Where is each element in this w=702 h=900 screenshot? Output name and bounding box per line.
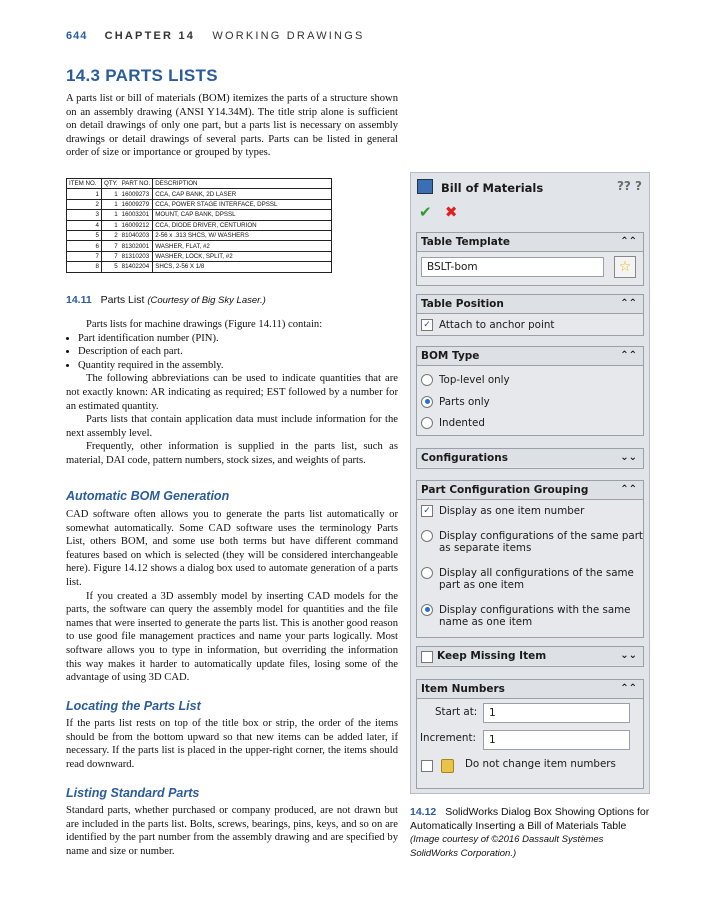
radio-parts-only[interactable]: Parts only xyxy=(421,396,643,409)
cell: 81040203 xyxy=(120,230,153,240)
intro-paragraph: A parts list or bill of materials (BOM) itemizes the parts of a structure shown on an assembly drawing (ANSI Y14.34M). The title strip alone is sufficient on detail drawings of only one part, but a parts list is necessary on assembly drawings or detail drawings of several parts. Parts can be listed in general order of size or importance or grouped by types. xyxy=(66,93,398,159)
radio[interactable] xyxy=(421,604,433,616)
paragraph-locating: If the parts list rests on top of the title box or strip, the order of the items should be from the bottom upward so that new items can be added later, if necessary. If the parts list is placed in the upper-right corner, the items should read downward. xyxy=(66,718,398,770)
bullet-list xyxy=(66,332,398,373)
col-part-no: PART NO. xyxy=(120,179,153,189)
group-header[interactable]: Table Position ⌃⌃ xyxy=(417,295,643,314)
expand-chevron-icon[interactable]: ⌄⌄ xyxy=(620,452,637,463)
group-configurations xyxy=(416,448,644,469)
table-row xyxy=(67,251,332,261)
paragraph-standard: Standard parts, whether purchased or company produced, are not drawn but are included in the parts list. Bolts, screws, bearings, pins, keys, and so on are identified by the part number from the assembly drawing and are specified by name and size or number. xyxy=(66,805,398,857)
cell: 16009279 xyxy=(120,199,153,209)
cell: 8 xyxy=(67,262,102,272)
paragraph-abbreviations: The following abbreviations can be used to indicate quantities that are not exactly known: AR indicating as required; EST followed by a number for an estimated quantity. xyxy=(66,373,398,412)
cell: WASHER, LOCK, SPLIT, #2 xyxy=(153,251,332,261)
radio[interactable] xyxy=(421,374,433,386)
ok-cancel-bar xyxy=(419,203,457,221)
table-row xyxy=(67,262,332,272)
cell: MOUNT, CAP BANK, DPSSL xyxy=(153,210,332,220)
group-bom-type xyxy=(416,346,644,436)
body-text-block-1 xyxy=(66,318,398,468)
running-header xyxy=(66,30,364,42)
table-row xyxy=(67,189,332,199)
bom-table-icon xyxy=(417,179,433,194)
table-row xyxy=(67,230,332,240)
cancel-x-icon[interactable]: ✖ xyxy=(444,203,458,221)
ok-check-icon[interactable]: ✔ xyxy=(419,203,432,221)
table-header-row xyxy=(67,179,332,189)
cell: 3 xyxy=(67,210,102,220)
help-icon[interactable]: ?? ? xyxy=(616,179,642,193)
chapter-title: WORKING DRAWINGS xyxy=(212,30,365,42)
figure-credit: (Courtesy of Big Sky Laser.) xyxy=(147,295,266,306)
cell: 2 xyxy=(67,199,102,209)
radio-separate-items[interactable]: Display configurations of the same part as separate items xyxy=(421,530,643,555)
figure-title: SolidWorks Dialog Box Showing Options for Automatically Inserting a Bill of Materials Table xyxy=(410,806,650,832)
machine-intro: Parts lists for machine drawings (Figure 14.11) contain: xyxy=(86,319,323,330)
dialog-title: Bill of Materials xyxy=(441,181,544,195)
cell: 7 xyxy=(102,251,120,261)
figure-title: Parts List xyxy=(100,294,145,306)
table-row xyxy=(67,210,332,220)
table-row xyxy=(67,199,332,209)
increment-label: Increment: xyxy=(420,732,476,744)
cell: 1 xyxy=(102,220,120,230)
collapse-chevron-icon[interactable]: ⌃⌃ xyxy=(620,683,637,694)
figure-credit: (Image courtesy of ©2016 Dassault Systèmes SolidWorks Corporation.) xyxy=(410,834,604,859)
cell: 6 xyxy=(67,241,102,251)
keep-missing-checkbox[interactable] xyxy=(421,651,433,663)
group-header[interactable]: Configurations ⌄⌄ xyxy=(417,449,643,467)
radio[interactable] xyxy=(421,567,433,579)
bom-dialog xyxy=(410,172,650,794)
figure-caption-14-12 xyxy=(410,806,650,860)
list-item: • Description of each part. xyxy=(78,345,398,359)
cell: 81402204 xyxy=(120,262,153,272)
cell: 4 xyxy=(67,220,102,230)
page-number: 644 xyxy=(66,30,88,42)
figure-caption-14-11 xyxy=(66,294,266,306)
figure-number: 14.12 xyxy=(410,806,437,818)
radio-same-name[interactable]: Display configurations with the same name as one item xyxy=(421,604,643,629)
radio[interactable] xyxy=(421,417,433,429)
radio-indented[interactable]: Indented xyxy=(421,417,643,430)
cell: 1 xyxy=(102,199,120,209)
paragraph-other-info: Frequently, other information is supplied in the parts list, such as material, DAI code, pattern numbers, stock sizes, and weights of parts. xyxy=(66,441,398,466)
cell: 2-56 x .313 SHCS, W/ WASHERS xyxy=(153,230,332,240)
checkbox[interactable]: ✓ xyxy=(421,505,433,517)
cell: WASHER, FLAT, #2 xyxy=(153,241,332,251)
dialog-title-bar xyxy=(417,179,642,199)
list-item: • Part identification number (PIN). xyxy=(78,332,398,346)
table-row xyxy=(67,241,332,251)
cell: 81310203 xyxy=(120,251,153,261)
cell: CCA, DIODE DRIVER, CENTURION xyxy=(153,220,332,230)
list-item: • Quantity required in the assembly. xyxy=(78,359,398,373)
cell: SHCS, 2-56 X 1/8 xyxy=(153,262,332,272)
collapse-chevron-icon[interactable]: ⌃⌃ xyxy=(620,350,637,361)
table-row xyxy=(67,220,332,230)
cell: 5 xyxy=(102,262,120,272)
cell: 16009212 xyxy=(120,220,153,230)
group-header[interactable]: BOM Type ⌃⌃ xyxy=(417,347,643,366)
increment-input[interactable]: 1 xyxy=(483,730,630,750)
paragraph-auto-2: If you created a 3D assembly model by inserting CAD models for the parts, the software can query the assembly model for quantities and the file names that were inserted to generate the parts list. This is another good reason to use good file management practices and name your parts logically. Most software allows you to type in information, but overriding the information this way makes it harder to automatically update files, losing some of the advantage of using 3D CAD. xyxy=(66,590,398,684)
group-header[interactable]: Keep Missing Item ⌄⌄ xyxy=(417,647,643,665)
radio[interactable] xyxy=(421,530,433,542)
cell: 2 xyxy=(102,230,120,240)
heading-locating: Locating the Parts List xyxy=(66,699,201,713)
cell: 1 xyxy=(102,189,120,199)
col-item-no: ITEM NO. xyxy=(67,179,102,189)
cell: 1 xyxy=(102,210,120,220)
attach-anchor-checkbox[interactable]: ✓ Attach to anchor point xyxy=(421,319,643,332)
heading-standard-parts: Listing Standard Parts xyxy=(66,786,200,800)
radio-one-item[interactable]: Display all configurations of the same part as one item xyxy=(421,567,643,592)
collapse-chevron-icon[interactable]: ⌃⌃ xyxy=(620,236,637,247)
group-table-template xyxy=(416,232,644,286)
group-header[interactable]: Item Numbers ⌃⌃ xyxy=(417,680,643,699)
no-change-checkbox[interactable] xyxy=(421,760,433,772)
collapse-chevron-icon[interactable]: ⌃⌃ xyxy=(620,298,637,309)
section-title: 14.3 PARTS LISTS xyxy=(66,66,218,85)
cell: 16003201 xyxy=(120,210,153,220)
cell: 5 xyxy=(67,230,102,240)
cell: 7 xyxy=(102,241,120,251)
template-browse-star-icon[interactable]: ☆ xyxy=(614,256,636,278)
start-at-input[interactable]: 1 xyxy=(483,703,630,723)
heading-automatic-bom: Automatic BOM Generation xyxy=(66,489,230,503)
cell: 16009273 xyxy=(120,189,153,199)
radio[interactable] xyxy=(421,396,433,408)
cell: 81302001 xyxy=(120,241,153,251)
col-qty: QTY. xyxy=(102,179,120,189)
expand-chevron-icon[interactable]: ⌄⌄ xyxy=(620,650,637,661)
radio-top-level[interactable]: Top-level only xyxy=(421,374,643,387)
cell: 7 xyxy=(67,251,102,261)
group-header[interactable]: Part Configuration Grouping ⌃⌃ xyxy=(417,481,643,500)
group-part-configuration xyxy=(416,480,644,638)
display-one-item-checkbox[interactable]: ✓ Display as one item number xyxy=(421,505,643,518)
cell: CCA, POWER STAGE INTERFACE, DPSSL xyxy=(153,199,332,209)
group-table-position xyxy=(416,294,644,336)
group-keep-missing xyxy=(416,646,644,667)
table-template-input[interactable]: BSLT-bom xyxy=(421,257,604,277)
group-header[interactable]: Table Template ⌃⌃ xyxy=(417,233,643,252)
figure-number: 14.11 xyxy=(66,294,92,306)
group-item-numbers xyxy=(416,679,644,789)
chapter-label: CHAPTER 14 xyxy=(104,30,196,42)
col-description: DESCRIPTION xyxy=(153,179,332,189)
no-change-label: Do not change item numbers xyxy=(465,758,616,770)
collapse-chevron-icon[interactable]: ⌃⌃ xyxy=(620,484,637,495)
parts-list-table xyxy=(66,178,332,273)
body-text-block-2 xyxy=(66,508,398,685)
cell: CCA, CAP BANK, 2D LASER xyxy=(153,189,332,199)
start-at-label: Start at: xyxy=(435,706,478,718)
paragraph-application-data: Parts lists that contain application data must include information for the next assembly level. xyxy=(66,414,398,439)
cell: 1 xyxy=(67,189,102,199)
checkbox[interactable]: ✓ xyxy=(421,319,433,331)
lock-icon xyxy=(441,759,454,773)
paragraph-auto-1: CAD software often allows you to generate the parts list automatically or somewhat automatically. Some CAD software uses the terminology Parts List, others BOM, and some use both terms but have different command features based on which is selected (they will be considered interchangeable here). Figure 14.12 shows a dialog box used to automate generation of a parts list. xyxy=(66,509,398,588)
